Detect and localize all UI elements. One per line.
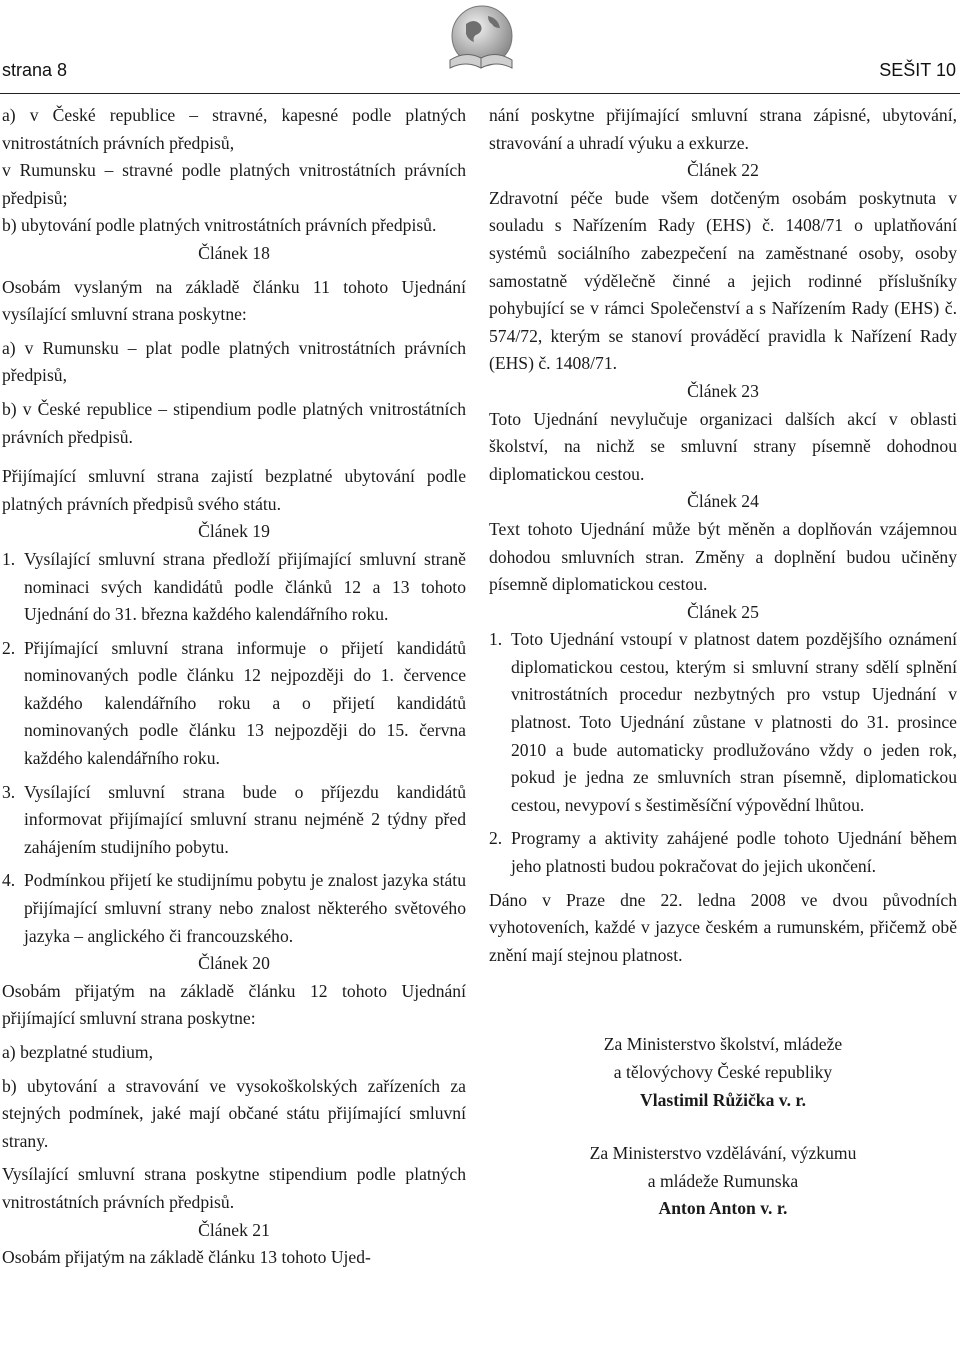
list-item: b) v České republice – stipendium podle platných vnitrostátních právních předpisů.: [2, 398, 466, 447]
signatory-name: Anton Anton v. r.: [658, 1198, 788, 1219]
paragraph: Osobám přijatým na základě článku 13 tohoto Ujed-: [2, 1247, 371, 1268]
paragraph: b) ubytování podle platných vnitrostátních právních předpisů.: [2, 215, 437, 236]
article-22-heading: Článek 22: [687, 160, 759, 181]
item-number: 1.: [489, 629, 503, 650]
signature-block-cz: [489, 1031, 957, 1114]
item-text: Toto Ujednání vstoupí v platnost datem pozdějšího oznámení diplomatickou cestou, kterým si smluvní strany sdělí splnění vnitrostátních procedur nezbytných pro vstup Ujednání v platnost. Toto Ujednání zůstane v platnosti do 31. prosince 2010 a bude automaticky prodlužováno vždy o jeden rok, pokud je jedna ze smluvních stran písemně, diplomatickou cestou, nevypoví s šestiměsíční výpovědní lhůtou.: [511, 629, 957, 815]
item-number: 2.: [489, 828, 503, 849]
list-item: [2, 867, 466, 950]
list-item: [2, 635, 466, 773]
paragraph: v Rumunsku – stravné podle platných vnitrostátních právních předpisů;: [2, 160, 466, 208]
list-item: a) bezplatné studium,: [2, 1042, 153, 1062]
item-text: Vysílající smluvní strana předloží přijímající smluvní straně nominaci svých kandidátů podle článků 12 a 13 tohoto Ujednání do 31. března každého kalendářního roku.: [24, 548, 466, 625]
list-item: [2, 779, 466, 862]
item-text: Přijímající smluvní strana informuje o přijetí kandidátů nominovaných podle článku 12 nejpozději do 1. července každého kalendářního roku a o přijetí kandidátů nominovaných podle článku 13 nejpozději do 15. června každého kalendářního roku.: [24, 637, 466, 769]
signatory-name: Vlastimil Růžička v. r.: [639, 1089, 806, 1110]
signature-block-ro: [489, 1140, 957, 1223]
page-number: strana 8: [2, 60, 68, 80]
item-number: 2.: [2, 637, 16, 658]
paragraph: a) v České republice – stravné, kapesné podle platných vnitrostátních právních předpisů,: [2, 105, 466, 153]
header-divider: [0, 93, 960, 94]
paragraph: Osobám přijatým na základě článku 12 tohoto Ujednání přijímající smluvní strana poskytne:: [2, 980, 466, 1029]
right-column: [489, 102, 957, 1223]
paragraph: Toto Ujednání nevylučuje organizaci dalších akcí v oblasti školství, na nichž se smluvní strany písemně dohodnou diplomatickou cestou.: [489, 408, 957, 484]
paragraph: Osobám vyslaným na základě článku 11 tohoto Ujednání vysílající smluvní strana poskytne:: [2, 276, 466, 325]
item-text: Podmínkou přijetí ke studijnímu pobytu je znalost jazyka státu přijímající smluvní strany nebo znalost některého světového jazyka – anglického či francouzského.: [24, 870, 466, 946]
article-18-heading: Článek 18: [198, 242, 270, 263]
article-25-heading: Článek 25: [687, 601, 759, 622]
item-number: 1.: [2, 548, 16, 569]
article-20-heading: Článek 20: [198, 953, 270, 974]
paragraph: Přijímající smluvní strana zajistí bezplatné ubytování podle platných právních předpisů svého státu.: [2, 466, 466, 514]
signature-line: Za Ministerstvo školství, mládeže: [603, 1034, 843, 1055]
closing-paragraph: Dáno v Praze dne 22. ledna 2008 ve dvou původních vyhotoveních, každé v jazyce českém a rumunském, přičemž obě znění mají stejnou platnost.: [489, 889, 957, 965]
signature-line: a tělovýchovy České republiky: [613, 1062, 833, 1082]
paragraph: Zdravotní péče bude všem dotčeným osobám poskytnuta v souladu s Nařízením Rady (EHS) č. 1408/71 o uplatňování systémů sociálního zabezpečení na zaměstnané osoby, osoby samostatně výdělečně činné a jejich rodinné příslušníky pohybující se v rámci Společenství a s Nařízením Rady (EHS) č. 574/72, kterým se stanoví prováděcí pravidla k Nařízení Rady (EHS) č. 1408/71.: [489, 187, 957, 374]
item-number: 4.: [2, 870, 16, 891]
paragraph: Vysílající smluvní strana poskytne stipendium podle platných vnitrostátních právních předpisů.: [2, 1164, 466, 1212]
article-24-heading: Článek 24: [687, 491, 759, 512]
paragraph: Text tohoto Ujednání může být měněn a doplňován vzájemnou dohodou smluvních stran. Změny a doplnění budou učiněny písemně diplomatickou cestou.: [489, 518, 957, 595]
list-item: a) v Rumunsku – plat podle platných vnitrostátních právních předpisů,: [2, 337, 466, 386]
item-number: 3.: [2, 781, 16, 802]
item-text: Programy a aktivity zahájené podle tohoto Ujednání během jeho platnosti budou pokračovat do jejich ukončení.: [511, 828, 957, 877]
paragraph: nání poskytne přijímající smluvní strana zápisné, ubytování, stravování a uhradí výuku a exkurze.: [489, 105, 957, 153]
globe-book-icon: [442, 2, 520, 76]
left-column: [2, 102, 466, 1272]
list-item: [2, 546, 466, 629]
signature-line: Za Ministerstvo vzdělávání, výzkumu: [589, 1143, 857, 1164]
list-item: [489, 825, 957, 880]
article-21-heading: Článek 21: [198, 1219, 270, 1240]
article-23-heading: Článek 23: [687, 380, 759, 401]
list-item: [489, 626, 957, 819]
item-text: Vysílající smluvní strana bude o příjezdu kandidátů informovat přijímající smluvní stranu nejméně 2 týdny před zahájením studijního pobytu.: [24, 781, 466, 857]
issue-label: SEŠIT 10: [879, 60, 956, 80]
signature-line: a mládeže Rumunska: [647, 1170, 799, 1191]
list-item: b) ubytování a stravování ve vysokoškolských zařízeních za stejných podmínek, jaké mají občané státu přijímající smluvní strany.: [2, 1075, 466, 1151]
article-19-heading: Článek 19: [198, 521, 270, 542]
